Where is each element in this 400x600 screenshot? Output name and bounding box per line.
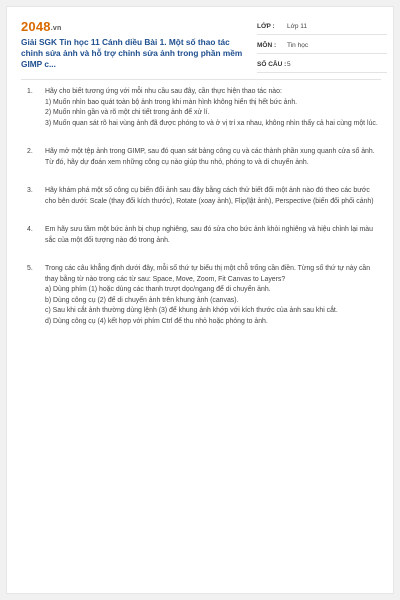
meta-class-row [257, 19, 387, 35]
question-5 [21, 264, 381, 327]
question-number: 1. [27, 88, 33, 95]
meta-count-value: 5 [287, 61, 291, 68]
question-sub-item: c) Sau khi cắt ảnh thường dùng lệnh (3) để khung ảnh khớp với kích thước của ảnh sau khi cắt. [45, 307, 338, 314]
question-sub-item: 2) Muốn nhìn gần và rõ một chi tiết trong ảnh để xử lí. [45, 109, 210, 116]
question-sub-item: b) Dùng công cụ (2) để di chuyển ảnh trên khung ảnh (canvas). [45, 296, 239, 304]
question-number: 4. [27, 226, 33, 233]
site-logo[interactable] [21, 19, 61, 34]
question-text: Trong các câu khẳng định dưới đây, mỗi số thứ tự biểu thị một chỗ trống cần điền. Từng số thứ tự này cần thay bằng từ nào trong các từ sau: Space, Move, Zoom, Fit Canvas to Layers? [45, 265, 371, 283]
document-meta [257, 19, 387, 76]
question-sub-item: a) Dùng phím (1) hoặc dùng các thanh trượt dọc/ngang để di chuyển ảnh. [45, 286, 271, 293]
document-title: Giải SGK Tin học 11 Cánh diều Bài 1. Một số thao tác chỉnh sửa ảnh và hỗ trợ chỉnh sửa ảnh trong phần mềm GIMP c... [21, 37, 243, 69]
logo-main: 2048 [21, 19, 51, 34]
question-sub-item: 1) Muốn nhìn bao quát toàn bộ ảnh trong khi màn hình không hiển thị hết bức ảnh. [45, 98, 298, 106]
meta-subject-value: Tin học [287, 42, 309, 49]
question-number: 2. [27, 148, 33, 155]
question-text: Hãy mở một tệp ảnh trong GIMP, sau đó quan sát bảng công cụ và các thành phần xung quanh cửa sổ ảnh. Từ đó, hãy dự đoán xem những công cụ nào giúp thu nhỏ, phóng to và di chuyển ảnh. [45, 148, 375, 166]
question-sub-item: d) Dùng công cụ (4) kết hợp với phím Ctrl để thu nhỏ hoặc phóng to ảnh. [45, 317, 268, 325]
logo-suffix: .vn [50, 25, 62, 32]
question-3 [21, 186, 381, 207]
meta-count-row [257, 57, 387, 73]
question-list [21, 87, 381, 327]
question-sub-item: 3) Muốn quan sát rõ hai vùng ảnh đã được phóng to và ở vị trí xa nhau, không nhìn thấy cả hai cùng một lúc. [45, 119, 378, 127]
meta-count-label: SỐ CÂU : [257, 61, 287, 68]
question-text: Hãy cho biết tương ứng với mỗi nhu cầu sau đây, cần thực hiện thao tác nào: [45, 88, 282, 95]
meta-subject-row [257, 38, 387, 54]
question-4 [21, 225, 381, 246]
document-page [6, 6, 394, 594]
question-text: Em hãy sưu tầm một bức ảnh bị chụp nghiêng, sau đó sửa cho bức ảnh khỏi nghiêng và hiệu chỉnh lại màu sắc của một đối tượng nào đó trong ảnh. [45, 226, 373, 244]
meta-class-label: LỚP : [257, 23, 275, 30]
question-number: 3. [27, 187, 33, 194]
question-1 [21, 87, 381, 129]
meta-subject-label: MÔN : [257, 42, 277, 49]
question-number: 5. [27, 265, 33, 272]
header-divider [21, 79, 381, 80]
question-2 [21, 147, 381, 168]
meta-class-value: Lớp 11 [287, 23, 308, 30]
question-text: Hãy khám phá một số công cụ biến đổi ảnh sau đây bằng cách thử biết đổi một ảnh nào đó theo các bước cho bên dưới: Scale (thay đổi kích thước), Rotate (xoay ảnh), Flip(lật ảnh), Perspective (biến đổi phối cảnh) [45, 187, 374, 205]
